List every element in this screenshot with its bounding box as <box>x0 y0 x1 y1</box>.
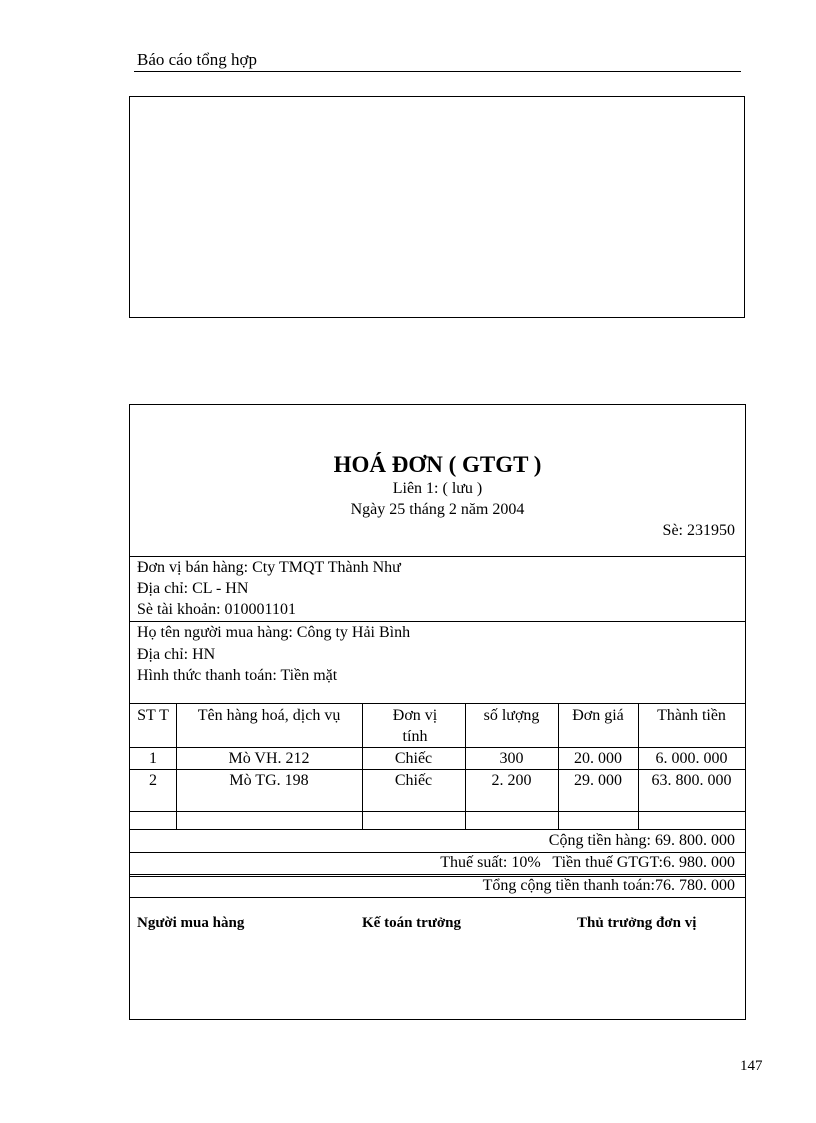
cell-amount: 63. 800. 000 <box>651 772 732 789</box>
buyer-address: Địa chỉ: HN <box>137 646 216 663</box>
seller-name: Đơn vị bán hàng: Cty TMQT Thành Như <box>137 559 401 576</box>
table-header: Thành tiền <box>657 707 726 724</box>
header-rule <box>134 71 741 72</box>
cell-stt: 1 <box>149 750 157 767</box>
table-rule <box>130 829 745 830</box>
buyer-name: Họ tên người mua hàng: Công ty Hải Bình <box>137 624 411 641</box>
table-header: Đơn vị tính <box>392 707 438 745</box>
blank-box <box>129 96 745 318</box>
divider <box>130 852 745 853</box>
divider <box>130 897 745 898</box>
invoice-date: Ngày 25 tháng 2 năm 2004 <box>350 501 525 518</box>
table-header: Tên hàng hoá, dịch vụ <box>197 707 341 724</box>
divider <box>130 874 745 875</box>
cell-name: Mò VH. 212 <box>228 750 310 767</box>
payment-method: Hình thức thanh toán: Tiền mặt <box>137 667 338 684</box>
signature-accountant: Kế toán trưởng <box>362 915 461 931</box>
table-rule <box>130 811 745 812</box>
cell-price: 29. 000 <box>574 772 622 789</box>
grand-total: Tổng cộng tiền thanh toán:76. 780. 000 <box>482 877 735 894</box>
signature-head: Thủ trưởng đơn vị <box>577 915 697 931</box>
cell-stt: 2 <box>149 772 157 789</box>
divider <box>130 621 745 622</box>
invoice <box>129 404 746 1020</box>
cell-quantity: 300 <box>499 750 524 767</box>
table-header: ST T <box>137 707 169 724</box>
cell-quantity: 2. 200 <box>491 772 532 789</box>
invoice-copy: Liên 1: ( lưu ) <box>392 480 483 497</box>
tax-line: Thuế suất: 10% Tiền thuế GTGT:6. 980. 000 <box>440 854 735 871</box>
page-number: 147 <box>740 1058 763 1074</box>
seller-account: Sè tài khoản: 010001101 <box>137 601 296 618</box>
divider <box>130 703 745 704</box>
subtotal: Cộng tiền hàng: 69. 800. 000 <box>548 832 735 849</box>
signature-buyer: Người mua hàng <box>137 915 245 931</box>
cell-amount: 6. 000. 000 <box>655 750 728 767</box>
cell-unit: Chiếc <box>394 750 433 767</box>
table-header: Đơn giá <box>572 707 624 724</box>
table-header: số lượng <box>483 707 540 724</box>
cell-name: Mò TG. 198 <box>229 772 309 789</box>
divider <box>130 556 745 557</box>
invoice-title: HOÁ ĐƠN ( GTGT ) <box>333 452 542 477</box>
page-header-title: Báo cáo tổng hợp <box>137 50 257 69</box>
cell-price: 20. 000 <box>574 750 622 767</box>
cell-unit: Chiếc <box>394 772 433 789</box>
invoice-serial: Sè: 231950 <box>662 522 735 539</box>
seller-address: Địa chỉ: CL - HN <box>137 580 249 597</box>
